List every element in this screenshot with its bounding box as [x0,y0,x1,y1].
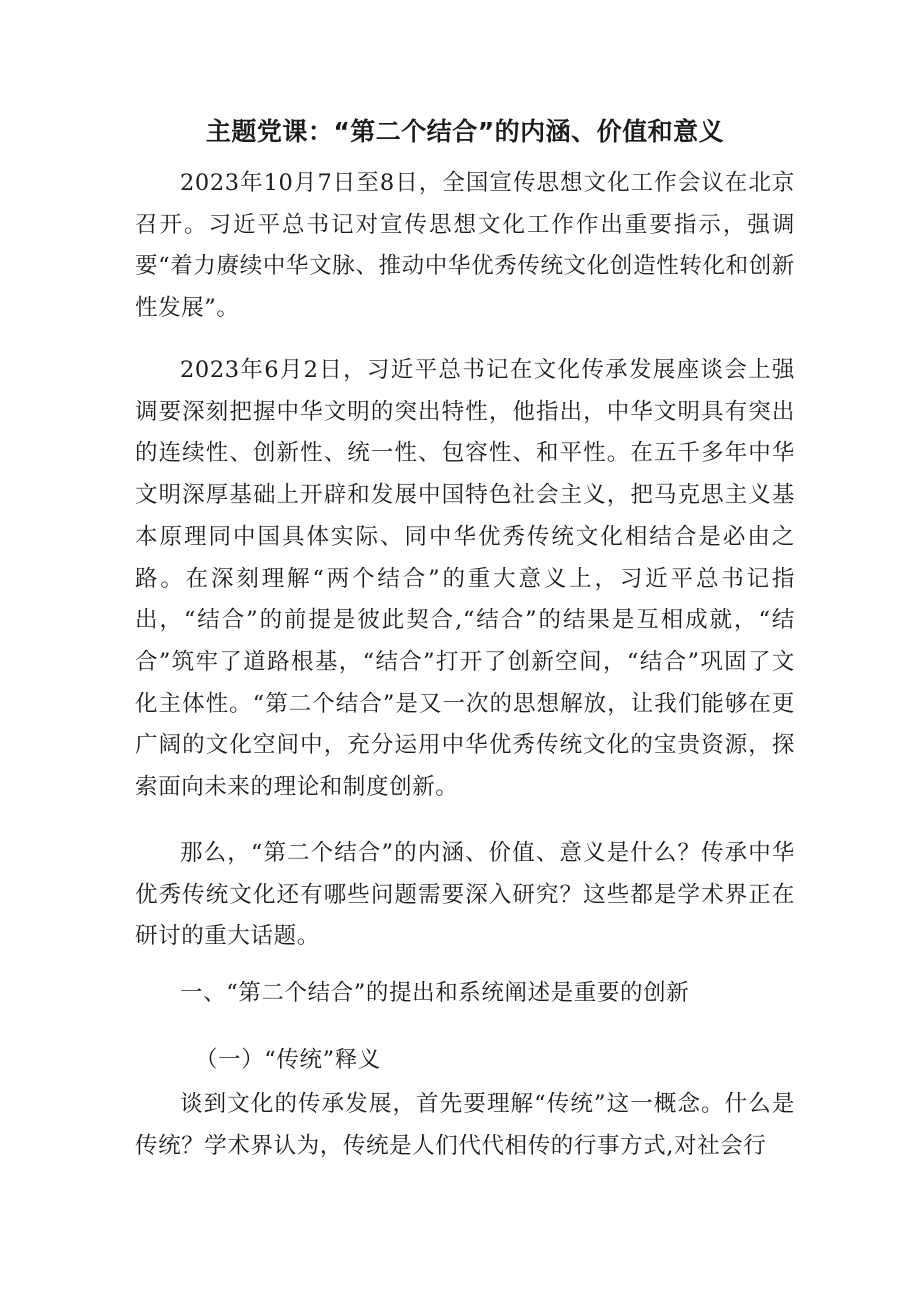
paragraph-4: 谈到文化的传承发展，首先要理解“传统”这一概念。什么是传统？学术界认为，传统是人们代代相传的行事方式,对社会行 [135,1091,795,1159]
paragraph-3: 那么，“第二个结合”的内涵、价值、意义是什么？传承中华优秀传统文化还有哪些问题需要深入研究？这些都是学术界正在研讨的重大话题。 [135,840,795,950]
paragraph-1: 2023年10月7日至8日，全国宣传思想文化工作会议在北京召开。习近平总书记对宣传思想文化工作作出重要指示，强调要“着力赓续中华文脉、推动中华优秀传统文化创造性转化和创新性发展”。 [135,170,795,322]
document-title: 主题党课：“第二个结合”的内涵、价值和意义 [205,117,725,146]
section-heading: 一、“第二个结合”的提出和系统阐述是重要的创新 [180,980,690,1006]
paragraph-2: 2023年6月2日，习近平总书记在文化传承发展座谈会上强调要深刻把握中华文明的突出特性，他指出，中华文明具有突出的连续性、创新性、统一性、包容性、和平性。在五千多年中华文明深厚基础上开辟和发展中国特色社会主义，把马克思主义基本原理同中国具体实际、同中华优秀传统文化相结合是必由之路。在深刻理解“两个结合”的重大意义上，习近平总书记指出，“结合”的前提是彼此契合,“结合”的结果是互相成就，“结合”筑牢了道路根基，“结合”打开了创新空间，“结合”巩固了文化主体性。“第二个结合”是又一次的思想解放，让我们能够在更广阔的文化空间中，充分运用中华优秀传统文化的宝贵资源，探索面向未来的理论和制度创新。 [135,357,795,801]
subsection-heading: （一）“传统”释义 [195,1047,381,1073]
